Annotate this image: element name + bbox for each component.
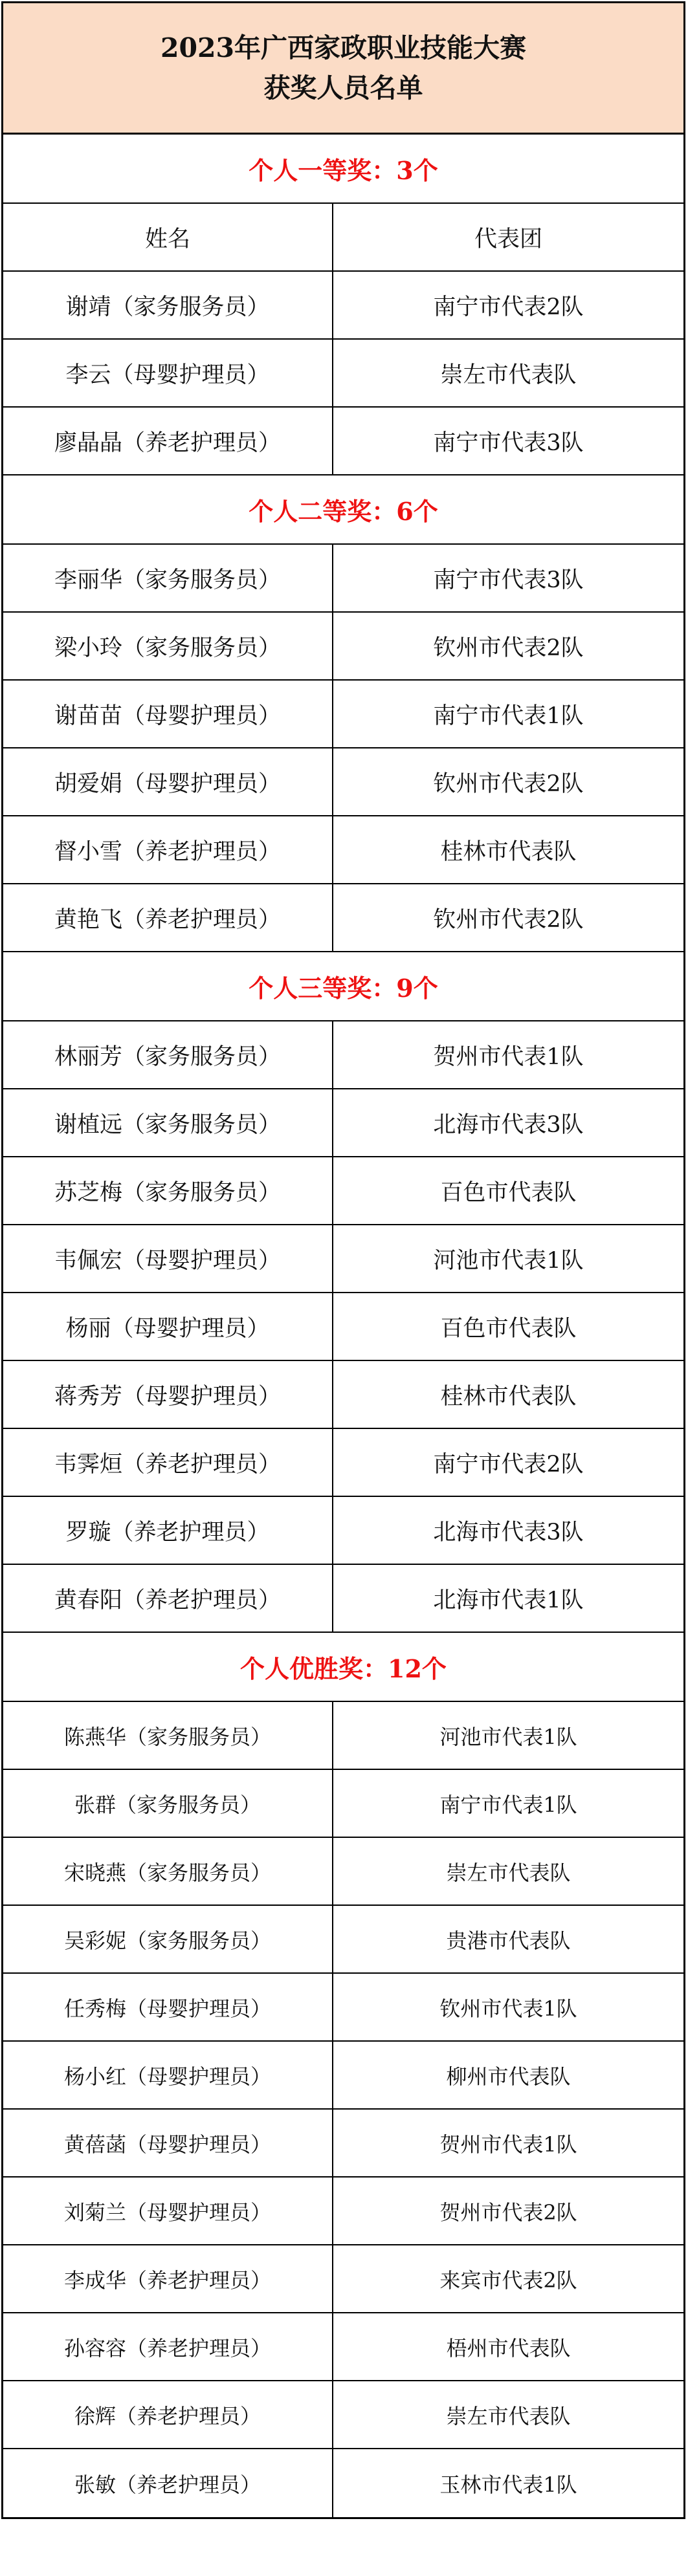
title-line-2: 获奖人员名单 — [263, 72, 423, 104]
table-row — [3, 2042, 683, 2110]
winner-name: 林丽芳（家务服务员） — [3, 1021, 333, 1088]
winner-team: 玉林市代表1队 — [439, 2472, 577, 2497]
table-row — [3, 748, 683, 816]
table-row — [3, 1497, 683, 1565]
winner-team: 贵港市代表队 — [446, 1928, 571, 1953]
winner-team: 南宁市代表1队 — [433, 703, 584, 729]
table-row — [3, 1974, 683, 2042]
winner-name: 孙容容（养老护理员） — [3, 2313, 333, 2380]
winner-team: 崇左市代表队 — [446, 1860, 571, 1885]
table-row — [3, 2381, 683, 2449]
section-excellence-prize: 个人优胜奖：12个 — [3, 1633, 683, 1702]
section-third-prize: 个人三等奖：9个 — [3, 952, 683, 1021]
table-row — [3, 408, 683, 475]
award-list-table — [1, 1, 685, 2519]
winner-team: 南宁市代表2队 — [433, 294, 584, 320]
winner-name: 谢苗苗（母婴护理员） — [3, 681, 333, 747]
table-row — [3, 2178, 683, 2245]
winner-team: 贺州市代表1队 — [439, 2132, 577, 2157]
winner-team: 南宁市代表3队 — [433, 430, 584, 456]
table-row — [3, 1838, 683, 1906]
winner-name: 黄艳飞（养老护理员） — [3, 884, 333, 951]
winner-name: 吴彩妮（家务服务员） — [3, 1906, 333, 1972]
winner-team: 北海市代表3队 — [433, 1111, 584, 1138]
winner-name: 张群（家务服务员） — [3, 1770, 333, 1837]
table-row — [3, 1770, 683, 1838]
winner-name: 罗璇（养老护理员） — [3, 1497, 333, 1564]
winner-name: 廖晶晶（养老护理员） — [3, 408, 333, 474]
table-row — [3, 1293, 683, 1361]
table-row — [3, 1906, 683, 1974]
winner-name: 韦佩宏（母婴护理员） — [3, 1225, 333, 1292]
winner-team: 南宁市代表3队 — [433, 567, 584, 593]
winner-team: 桂林市代表队 — [440, 1383, 577, 1410]
header-row — [3, 204, 683, 272]
section-second-prize: 个人二等奖：6个 — [3, 475, 683, 545]
winner-name: 苏芝梅（家务服务员） — [3, 1157, 333, 1224]
winner-team: 崇左市代表队 — [440, 362, 577, 388]
table-row — [3, 816, 683, 884]
winner-name: 徐辉（养老护理员） — [3, 2381, 333, 2448]
winner-name: 黄春阳（养老护理员） — [3, 1565, 333, 1632]
winner-name: 李成华（养老护理员） — [3, 2245, 333, 2312]
table-row — [3, 2313, 683, 2381]
winner-name: 李丽华（家务服务员） — [3, 545, 333, 611]
winner-team: 百色市代表队 — [440, 1179, 577, 1206]
winner-team: 河池市代表1队 — [433, 1247, 584, 1274]
winner-name: 胡爱娟（母婴护理员） — [3, 748, 333, 815]
winner-team: 来宾市代表2队 — [439, 2267, 577, 2293]
table-row — [3, 613, 683, 681]
table-row — [3, 1565, 683, 1633]
winner-name: 韦霁烜（养老护理员） — [3, 1429, 333, 1496]
winner-name: 李云（母婴护理员） — [3, 340, 333, 406]
winner-team: 钦州市代表2队 — [433, 635, 584, 661]
winner-team: 贺州市代表2队 — [439, 2199, 577, 2225]
winner-name: 张敏（养老护理员） — [3, 2449, 333, 2517]
winner-name: 梁小玲（家务服务员） — [3, 613, 333, 679]
winner-team: 北海市代表3队 — [433, 1519, 584, 1545]
winner-name: 陈燕华（家务服务员） — [3, 1702, 333, 1769]
header-name: 姓名 — [3, 204, 333, 270]
table-row — [3, 1157, 683, 1225]
winner-team: 百色市代表队 — [440, 1315, 577, 1342]
winner-name: 蒋秀芳（母婴护理员） — [3, 1361, 333, 1428]
winner-name: 谢植远（家务服务员） — [3, 1089, 333, 1156]
winner-name: 督小雪（养老护理员） — [3, 816, 333, 883]
table-row — [3, 1225, 683, 1293]
table-row — [3, 1361, 683, 1429]
table-row — [3, 545, 683, 613]
winner-team: 钦州市代表2队 — [433, 770, 584, 797]
winner-team: 桂林市代表队 — [440, 838, 577, 865]
winner-name: 宋晓燕（家务服务员） — [3, 1838, 333, 1905]
winner-team: 南宁市代表2队 — [433, 1451, 584, 1478]
winner-name: 杨丽（母婴护理员） — [3, 1293, 333, 1360]
winner-team: 梧州市代表队 — [446, 2335, 571, 2361]
winner-name: 谢靖（家务服务员） — [3, 272, 333, 338]
winner-team: 崇左市代表队 — [446, 2403, 571, 2429]
winner-team: 北海市代表1队 — [433, 1587, 584, 1613]
table-row — [3, 1429, 683, 1497]
winner-name: 黄蓓菡（母婴护理员） — [3, 2110, 333, 2176]
winner-team: 钦州市代表2队 — [433, 906, 584, 933]
table-row — [3, 2245, 683, 2313]
section-first-prize: 个人一等奖：3个 — [3, 135, 683, 204]
table-row — [3, 272, 683, 340]
winner-name: 刘菊兰（母婴护理员） — [3, 2178, 333, 2244]
table-row — [3, 1089, 683, 1157]
winner-name: 任秀梅（母婴护理员） — [3, 1974, 333, 2040]
table-row — [3, 884, 683, 952]
table-row — [3, 1702, 683, 1770]
table-row — [3, 2449, 683, 2517]
winner-team: 贺州市代表1队 — [433, 1043, 584, 1070]
winner-team: 南宁市代表1队 — [439, 1792, 577, 1817]
winner-team: 钦州市代表1队 — [439, 1996, 577, 2021]
winner-team: 河池市代表1队 — [439, 1724, 577, 1749]
header-team: 代表团 — [474, 226, 542, 252]
title-line-1: 2023年广西家政职业技能大赛 — [160, 32, 527, 63]
table-row — [3, 681, 683, 748]
winner-name: 杨小红（母婴护理员） — [3, 2042, 333, 2108]
table-row — [3, 1021, 683, 1089]
table-row — [3, 2110, 683, 2178]
winner-team: 柳州市代表队 — [446, 2064, 571, 2089]
table-title — [3, 3, 683, 135]
table-row — [3, 340, 683, 408]
